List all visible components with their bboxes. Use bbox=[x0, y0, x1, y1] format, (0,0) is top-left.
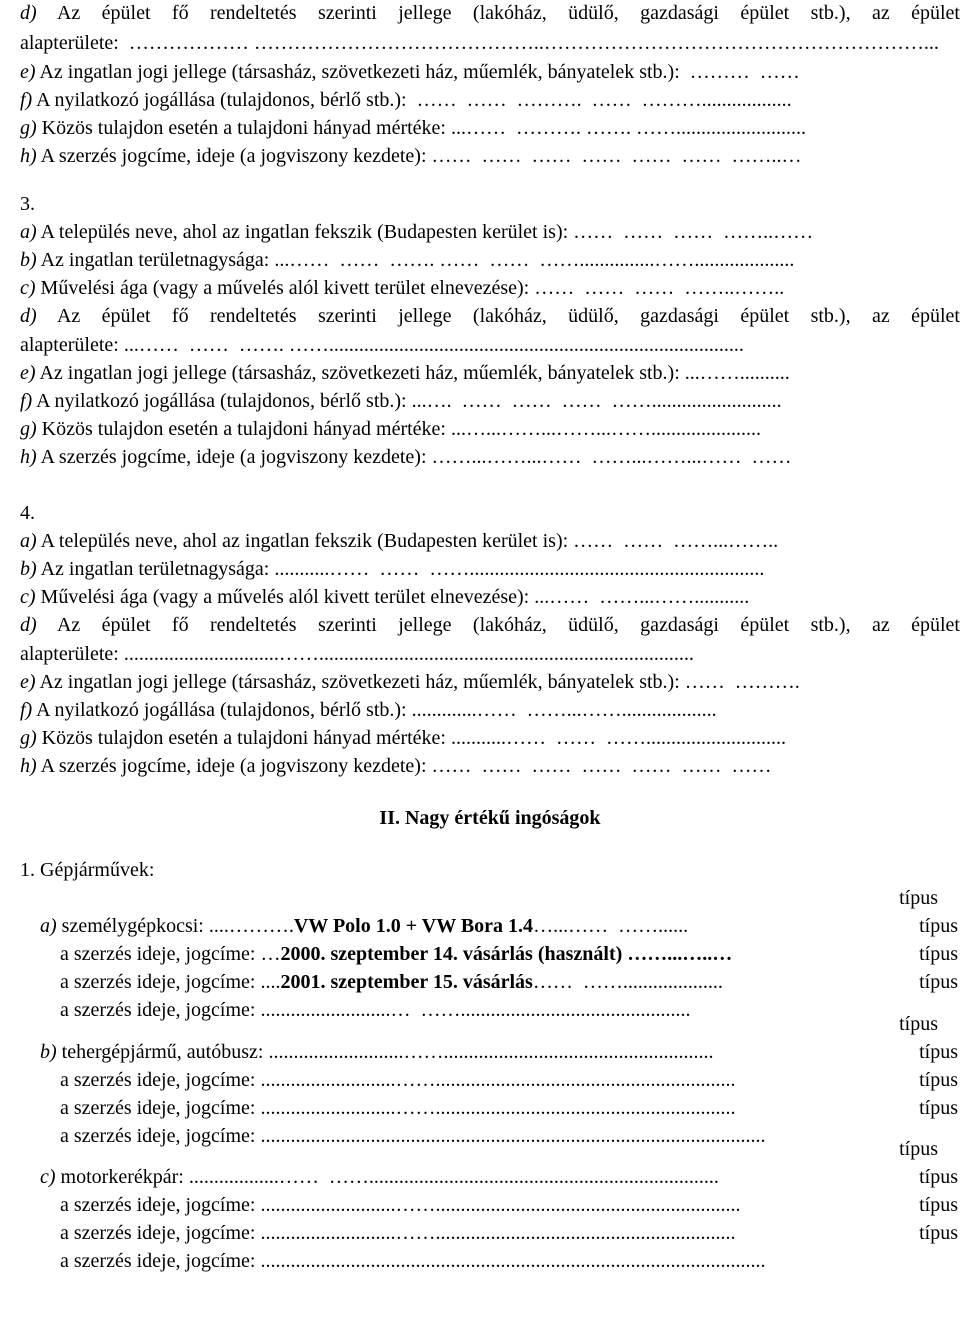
item-label: f) bbox=[20, 699, 33, 721]
item-text: A nyilatkozó jogállása (tulajdonos, bérlő stb.): ...…. …… …… …… …….......................... bbox=[32, 390, 782, 412]
b4-f-line bbox=[20, 696, 960, 724]
b4-b-line bbox=[20, 555, 960, 583]
b3-b-line bbox=[20, 246, 960, 274]
type-label: típus bbox=[899, 887, 938, 909]
b3-number: 3. bbox=[20, 193, 35, 215]
acq-prefix: a szerzés ideje, jogcíme: ..................................................................................................... bbox=[60, 1125, 771, 1147]
item-text: Művelési ága (vagy a művelés alól kivett terület elnevezése): …… …… …… ……..…….. bbox=[35, 277, 785, 299]
type-label: típus bbox=[899, 1013, 938, 1035]
type-label: típus bbox=[919, 1097, 958, 1119]
b3-d-line-1 bbox=[20, 302, 960, 330]
moto-acq-row-1 bbox=[40, 1163, 960, 1216]
b4-g-line bbox=[20, 724, 960, 752]
type-label: típus bbox=[919, 1222, 958, 1244]
acq-prefix: a szerzés ideje, jogcíme: ...........................……............................................................ bbox=[60, 1222, 736, 1244]
acq-prefix: a szerzés ideje, jogcíme: ..................................................................................................... bbox=[60, 1250, 771, 1272]
acq-prefix: a szerzés ideje, jogcíme: ...........................……............................................................ bbox=[60, 1097, 736, 1119]
section-title: II. Nagy értékű ingóságok bbox=[379, 807, 601, 829]
b4-h-line bbox=[20, 752, 960, 780]
moto-acq-row-3 bbox=[40, 1219, 960, 1272]
truck-acq-row-3 bbox=[40, 1094, 960, 1147]
acq-value: 2000. szeptember 14. vásárlás (használt) bbox=[280, 943, 623, 965]
b2-f-line bbox=[20, 86, 960, 114]
car-line bbox=[20, 884, 960, 937]
item-text: A szerzés jogcíme, ideje (a jogviszony kezdete): ……...……...…… ……...……...…… …… bbox=[36, 446, 792, 468]
item-label: e) bbox=[20, 61, 36, 83]
item-label: d) bbox=[20, 2, 37, 24]
acq-prefix: a szerzés ideje, jogcíme: ...........................……............................................................ bbox=[60, 1069, 736, 1091]
item-text: Közös tulajdon esetén a tulajdoni hányad mértéke: ...…...……...……...……...................... bbox=[36, 418, 761, 440]
item-text: motorkerékpár: ..................…… ……...................................................................... bbox=[55, 1166, 724, 1188]
item-label: e) bbox=[20, 362, 36, 384]
item-label: c) bbox=[20, 586, 36, 608]
item-label: h) bbox=[20, 446, 37, 468]
item-label: b) bbox=[20, 558, 37, 580]
b4-e-line bbox=[20, 668, 960, 696]
item-text: Az épület fő rendeltetés szerinti jellege (lakóház, üdülő, gazdasági épület stb.), az épület bbox=[36, 305, 960, 327]
acq-prefix: a szerzés ideje, jogcíme: ...........................……............................................................. bbox=[60, 1194, 741, 1216]
item-label: h) bbox=[20, 145, 37, 167]
item-text: A szerzés jogcíme, ideje (a jogviszony kezdete): …… …… …… …… …… …… …… bbox=[36, 755, 772, 777]
b4-a-line bbox=[20, 527, 960, 555]
type-label: típus bbox=[919, 943, 958, 965]
b4-c-line bbox=[20, 583, 960, 611]
item-tail: …...…… ……...... bbox=[533, 915, 689, 937]
car-models: VW Polo 1.0 + VW Bora 1.4 bbox=[293, 915, 534, 937]
item-text: Művelési ága (vagy a művelés alól kivett terület elnevezése): ...…… ……...……........... bbox=[35, 586, 750, 608]
type-label: típus bbox=[919, 1194, 958, 1216]
item-label: b) bbox=[20, 249, 37, 271]
item-text: Az ingatlan jogi jellege (társasház, szövetkezeti ház, műemlék, bányatelek stb.): ……… …… bbox=[35, 61, 800, 83]
b2-e-line bbox=[20, 58, 960, 86]
truck-acq-row-2 bbox=[40, 1066, 960, 1119]
b3-f-line bbox=[20, 387, 960, 415]
item-text: A település neve, ahol az ingatlan fekszik (Budapesten kerület is): …… …… ……...…….. bbox=[36, 530, 779, 552]
acq-suffix: …… …….................... bbox=[532, 971, 723, 993]
item-label: c) bbox=[40, 1166, 56, 1188]
item-label: c) bbox=[20, 277, 36, 299]
item-label: a) bbox=[40, 915, 57, 937]
acq-prefix: a szerzés ideje, jogcíme: … bbox=[60, 943, 281, 965]
b2-d-line-2: alapterülete: ……………… ……………………………………..…………………………………………………... bbox=[20, 32, 939, 54]
car-acq-row-1 bbox=[40, 912, 960, 965]
item-text: A nyilatkozó jogállása (tulajdonos, bérlő stb.): .............…… ……...……................... bbox=[32, 699, 717, 721]
type-label: típus bbox=[899, 1138, 938, 1160]
b4-number: 4. bbox=[20, 502, 35, 524]
b2-d-line-1 bbox=[20, 0, 960, 27]
b3-e-line bbox=[20, 359, 960, 387]
item-text: tehergépjármű, autóbusz: ...........................……...................................................... bbox=[56, 1041, 719, 1063]
item-label: b) bbox=[40, 1041, 57, 1063]
b3-h-line bbox=[20, 443, 960, 471]
acq-prefix: a szerzés ideje, jogcíme: ..........................… …….............................................. bbox=[60, 999, 691, 1021]
b2-h-line bbox=[20, 142, 960, 170]
acq-suffix: ……...…..… bbox=[622, 943, 733, 965]
b3-d-line-2: alapterülete: ...…… …… ……. ……................................................................................... bbox=[20, 334, 744, 356]
car-acq-row-2 bbox=[40, 940, 960, 993]
b3-a-line bbox=[20, 218, 960, 246]
type-label: típus bbox=[919, 1069, 958, 1091]
item-label: d) bbox=[20, 305, 37, 327]
b2-g-line bbox=[20, 114, 960, 142]
acq-prefix: a szerzés ideje, jogcíme: .... bbox=[60, 971, 281, 993]
type-label: típus bbox=[919, 1166, 958, 1188]
moto-acq-row-2 bbox=[40, 1191, 960, 1244]
truck-line bbox=[20, 1010, 960, 1063]
item-label: g) bbox=[20, 727, 37, 749]
type-label: típus bbox=[919, 971, 958, 993]
item-label: f) bbox=[20, 390, 33, 412]
item-label: e) bbox=[20, 671, 36, 693]
car-acq-row-3 bbox=[40, 968, 960, 1021]
item-text: Közös tulajdon esetén a tulajdoni hányad mértéke: ...........…… …… ……............................ bbox=[36, 727, 786, 749]
item-text: Az ingatlan jogi jellege (társasház, szövetkezeti ház, műemlék, bányatelek stb.): …… ………. bbox=[35, 671, 800, 693]
item-text: Az ingatlan jogi jellege (társasház, szövetkezeti ház, műemlék, bányatelek stb.): ...…….......... bbox=[35, 362, 790, 384]
item-label: a) bbox=[20, 221, 37, 243]
item-text: Az ingatlan területnagysága: ...........…… …… ……........................................................... bbox=[36, 558, 765, 580]
item-label: g) bbox=[20, 418, 37, 440]
item-text: A szerzés jogcíme, ideje (a jogviszony kezdete): …… …… …… …… …… …… ……..… bbox=[36, 145, 802, 167]
item-label: d) bbox=[20, 614, 37, 636]
b4-d-line-1 bbox=[20, 611, 960, 639]
item-text: Az épület fő rendeltetés szerinti jellege (lakóház, üdülő, gazdasági épület stb.), az épület bbox=[36, 2, 960, 24]
acq-value: 2001. szeptember 15. vásárlás bbox=[280, 971, 533, 993]
item-label: h) bbox=[20, 755, 37, 777]
type-label: típus bbox=[919, 1041, 958, 1063]
vehicles-heading: 1. Gépjárművek: bbox=[20, 859, 155, 881]
b3-c-line bbox=[20, 274, 960, 302]
b4-d-line-2: alapterülete: ...............................……........................................................................... bbox=[20, 643, 694, 665]
item-label: f) bbox=[20, 89, 33, 111]
item-text: A nyilatkozó jogállása (tulajdonos, bérlő stb.): …… …… ………. …… ……….................. bbox=[32, 89, 792, 111]
item-label: a) bbox=[20, 530, 37, 552]
item-text: Az épület fő rendeltetés szerinti jellege (lakóház, üdülő, gazdasági épület stb.), az épület bbox=[36, 614, 960, 636]
item-text: Közös tulajdon esetén a tulajdoni hányad mértéke: ...…… ………. ……. …….......................... bbox=[36, 117, 806, 139]
type-label: típus bbox=[919, 915, 958, 937]
truck-acq-row-1 bbox=[40, 1038, 960, 1091]
motorcycle-line bbox=[20, 1135, 960, 1188]
item-text: Az ingatlan területnagysága: ...…… …… ……. …… …… ……...............…….................... bbox=[36, 249, 795, 271]
item-text: személygépkocsi: ....………. bbox=[56, 915, 294, 937]
item-text: A település neve, ahol az ingatlan fekszik (Budapesten kerület is): …… …… …… ……..…… bbox=[36, 221, 814, 243]
item-label: g) bbox=[20, 117, 37, 139]
b3-g-line bbox=[20, 415, 960, 443]
